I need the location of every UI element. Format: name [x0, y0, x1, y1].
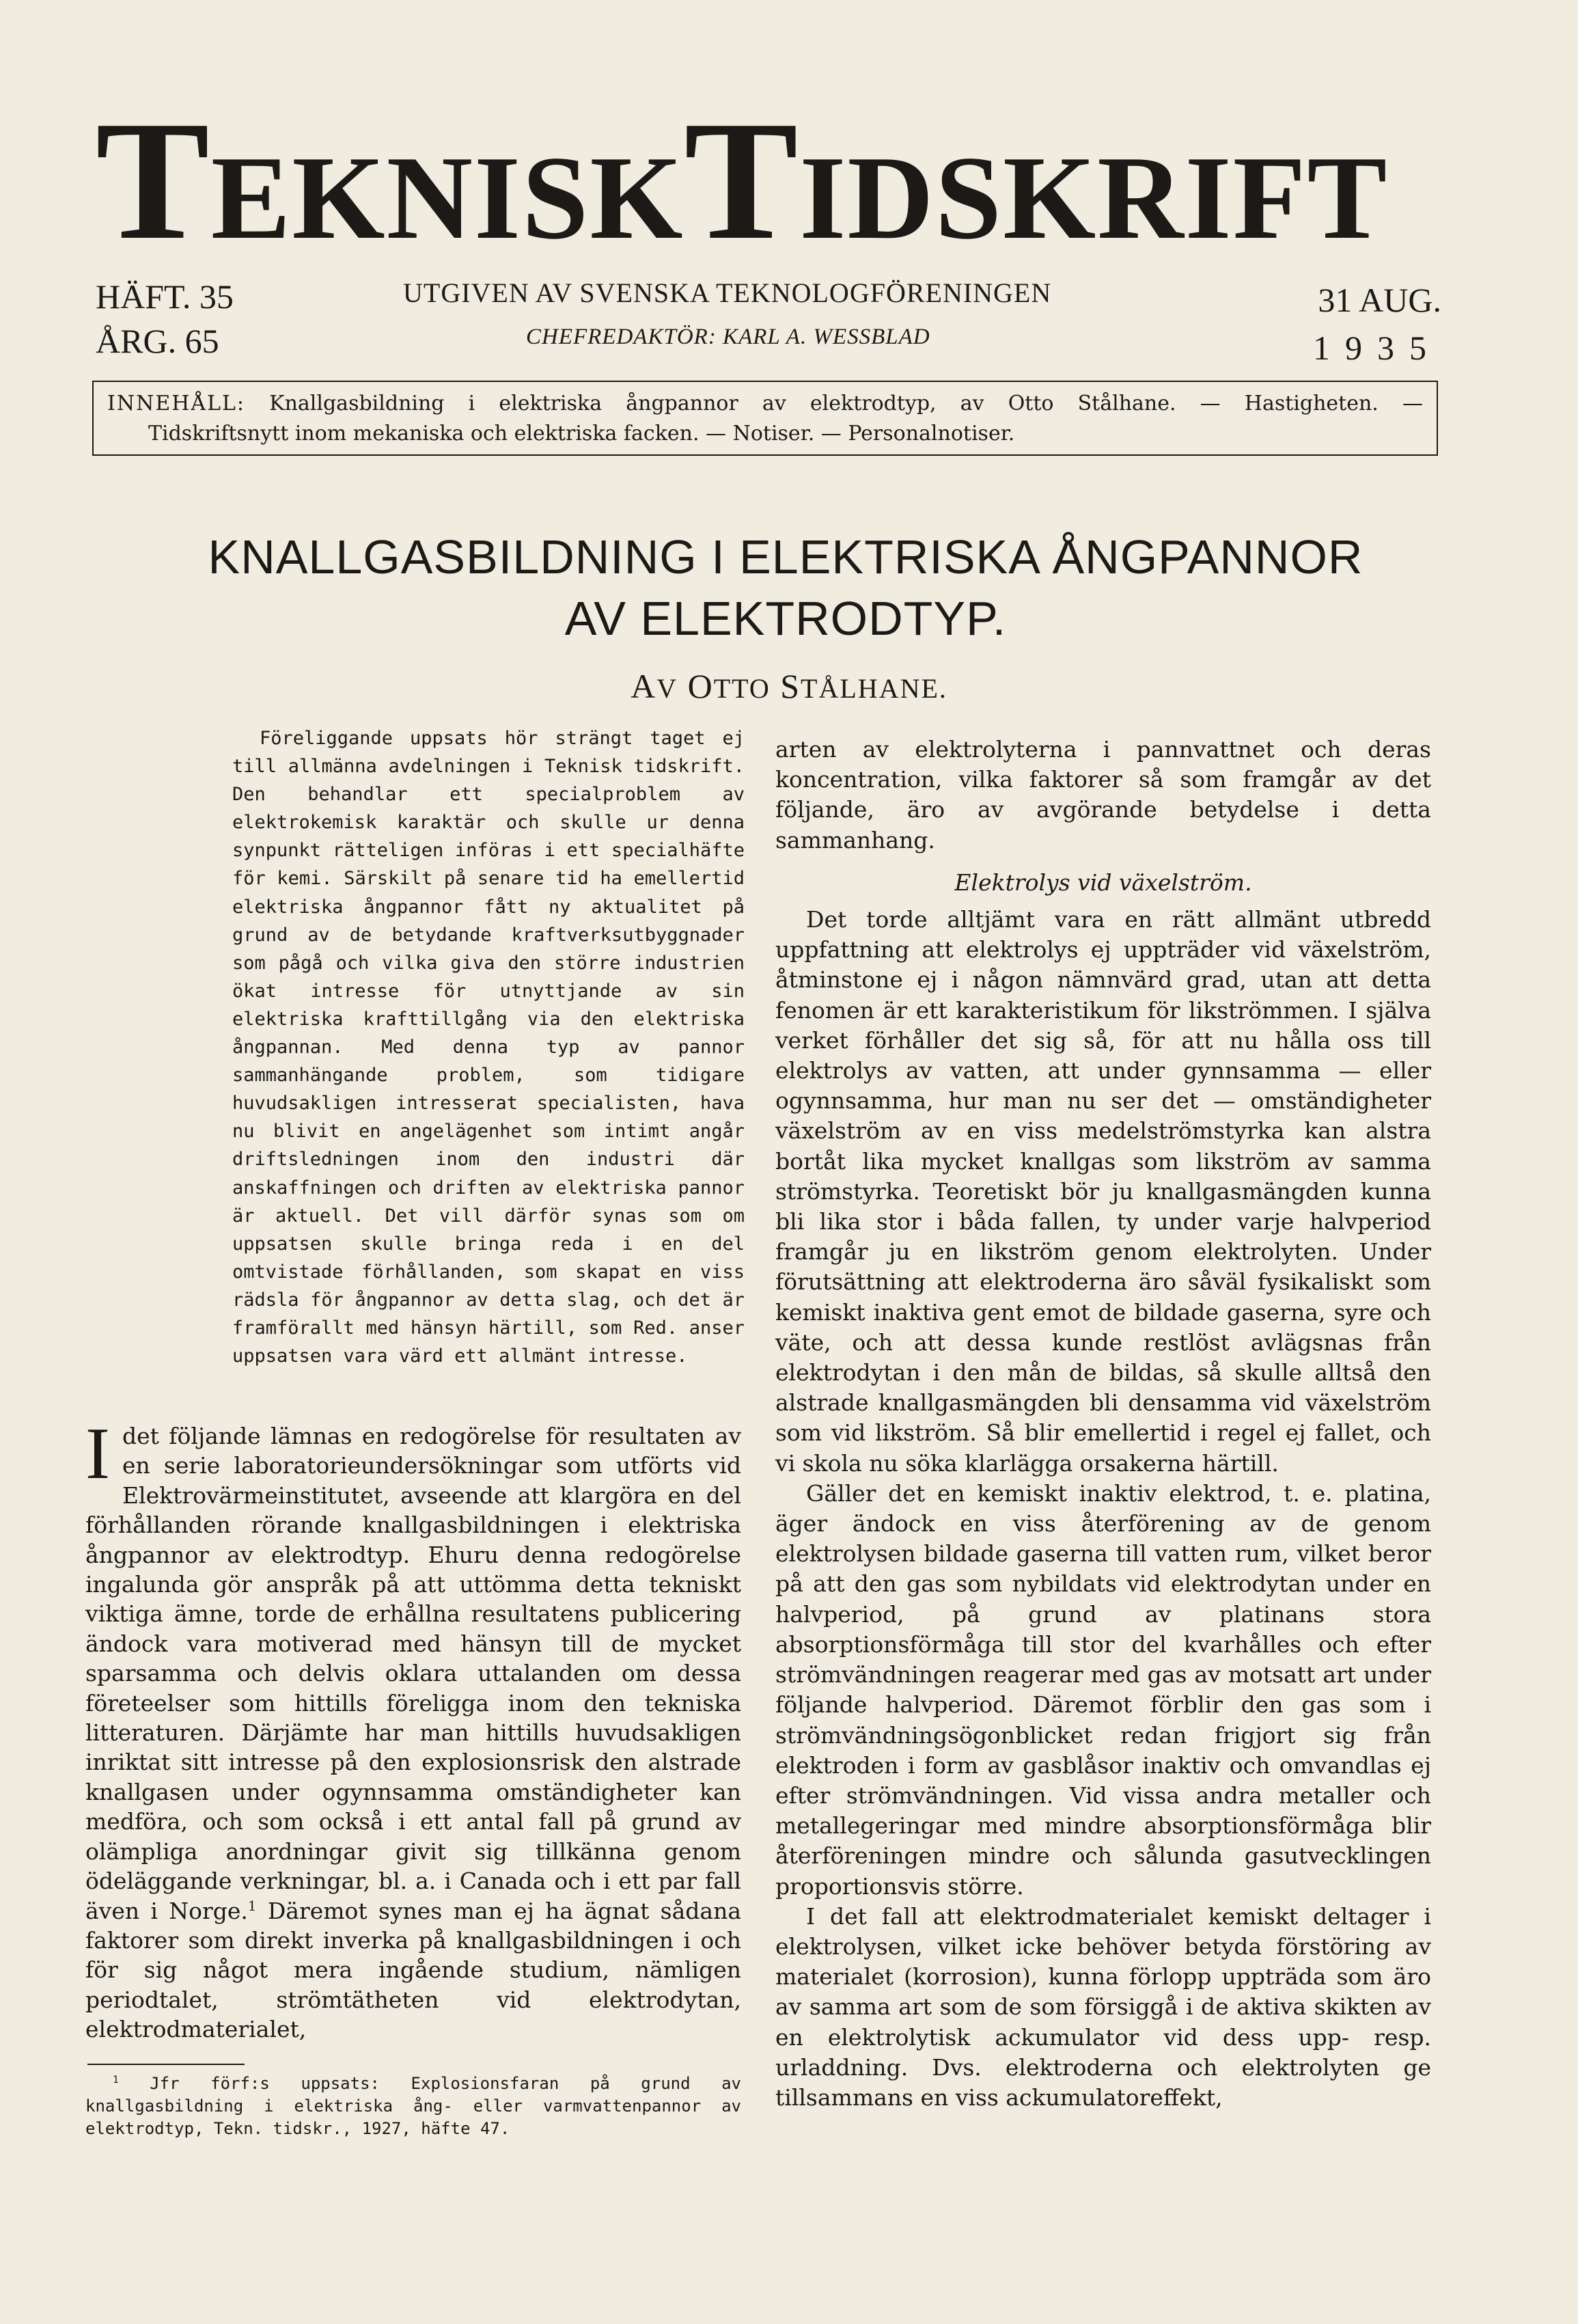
left-column-body: [85, 1413, 741, 2045]
editorial-abstract: [232, 724, 745, 1370]
byline-a: A: [631, 667, 657, 705]
byline-v: V: [656, 673, 678, 704]
article-title-line-2: AV ELEKTRODTYP.: [564, 592, 1007, 645]
masthead-word-teknisk: EKNISK: [210, 131, 684, 264]
drop-cap: I: [85, 1413, 110, 1494]
volume-year: ÅRG. 65: [96, 322, 219, 360]
footnote-divider: [87, 2064, 245, 2065]
footnote-reference: 1: [247, 1898, 257, 1914]
editor-line: CHEFREDAKTÖR: KARL A. WESSBLAD: [526, 325, 930, 349]
masthead-cap-t1: T: [96, 86, 211, 275]
intro-text: det följande lämnas en redogörelse för resultaten av en serie laboratorieundersökningar som utförts vid Elektrovärmeinstitutet, avseende att klargöra en del förhållanden rörande knallgasbildningen i elektriska ångpannor av elektrodtyp. Ehuru denna redogörelse ingalunda gör anspråk på att uttömma detta tekniskt viktiga ämne, torde de erhållna resultatens publicering ändock vara motiverad med hänsyn till de mycket sparsamma och delvis oklara uttalanden om dessa företeelser som hittills föreligga inom den tekniska litteraturen. Därjämte har man hittills huvudsakligen inriktat sitt intresse på den explosionsrisk den alstrade knallgasen under ogynnsamma omständigheter kan medföra, och som också i ett antal fall på grund av olämpliga anordningar givit sig tillkänna genom ödeläggande verkningar, bl. a. i Canada och i ett par fall även i Norge.: [85, 1423, 741, 1924]
publisher-line: UTGIVEN AV SVENSKA TEKNOLOGFÖRENINGEN: [403, 277, 1052, 308]
intro-paragraph: [85, 1413, 741, 2045]
section-heading: Elektrolys vid växelström.: [954, 869, 1252, 896]
contents-line-1: Knallgasbildning i elektriska ångpannor av elektrodtyp, av Otto Stålhane. — Hastigheten. —: [269, 392, 1423, 415]
body-paragraph-1: arten av elektrolyterna i pannvattnet och deras koncentration, vilka faktorer så som framgår av det följande, äro av avgörande betydelse i detta sammanhang.: [775, 736, 1431, 853]
article-title: [89, 526, 1482, 649]
body-paragraph-2: Det torde alltjämt vara en rätt allmänt utbredd uppfattning att elektrolys ej uppträder vid växelström, åtminstone ej i någon nämnvärd grad, utan att detta fenomen är ett karakteristikum för likströmmen. I själva verket förhåller det sig så, för att nu hålla oss till elektrolys av vatten, att under gynnsamma — eller ogynnsamma, hur man nu ser det — omständigheter växelström av en viss medelströmstyrka kan alstra bortåt lika mycket knallgas som likström av samma strömstyrka. Teoretiskt bör ju knallgasmängden kunna bli lika stor i båda fallen, ty under varje halvperiod framgår ju en likström genom elektrolyten. Under förutsättning att elektroderna äro såväl fysikaliskt som kemiskt inaktiva gent emot de bildade gaserna, syre och väte, och att dessa kunde restlöst avlägsnas från elektrodytan i den mån de bildas, så skulle alltså den alstrade knallgasmängden bli densamma vid växelström som vid likström. Så blir emellertid i regel ej fallet, och vi skola nu söka klarlägga orsakerna härtill.: [775, 906, 1431, 1477]
masthead-word-tidskrift: IDSKRIFT: [799, 131, 1389, 264]
byline-s: S: [780, 667, 801, 705]
issue-number: HÄFT. 35: [96, 277, 234, 316]
right-column-body: [775, 735, 1431, 2113]
contents-line-2: Tidskriftsnytt inom mekaniska och elektriska facken. — Notiser. — Personalnotiser.: [148, 422, 1015, 446]
footnote-number: 1: [113, 2075, 119, 2086]
abstract-paragraph: Föreliggande uppsats hör strängt taget ej till allmänna avdelningen i Teknisk tidskrift. Den behandlar ett specialproblem av elektrokemisk karaktär och skulle ur denna synpunkt rätteligen införas i ett specialhäfte för kemi. Särskilt på senare tid ha emellertid elektriska ångpannor fått ny aktualitet på grund av de betydande kraftverksutbyggnader som pågå och vilka giva den större industrien ökat intresse för utnyttjande av sin elektriska krafttillgång via den elektriska ångpannan. Med denna typ av pannor sammanhängande problem, som tidigare huvudsakligen intresserat specialisten, hava nu blivit en angelägenhet som intimt angår driftsledningen inom den industri där anskaffningen och driften av elektriska pannor är aktuell. Det vill därför synas som om uppsatsen skulle bringa reda i en del omtvistade förhållanden, som skapat en viss rädsla för ångpannor av detta slag, och det är framförallt med hänsyn härtill, som Red. anser uppsatsen vara värd ett allmänt intresse.: [232, 728, 745, 1367]
article-title-line-1: KNALLGASBILDNING I ELEKTRISKA ÅNGPANNOR: [208, 530, 1364, 584]
footnote-text: Jfr förf:s uppsats: Explosionsfaran på grund av knallgasbildning i elektriska ång- eller varmvattenpannor av elektrodtyp, Tekn. tidskr., 1927, häfte 47.: [85, 2074, 741, 2138]
contents-box: [92, 381, 1438, 456]
masthead-title: [96, 86, 1448, 283]
contents-label: INNEHÅLL:: [107, 392, 246, 415]
body-paragraph-4: I det fall att elektrodmaterialet kemiskt deltager i elektrolysen, vilket icke behöver betyda förstöring av materialet (korrosion), kunna förlopp uppträda som äro av samma art som de som försiggå i de aktiva skikten av en elektrolytisk ackumulator vid dess upp- resp. urladdning. Dvs. elektroderna och elektrolyten ge tillsammans en viss ackumulatoreffekt,: [775, 1902, 1431, 2111]
issue-year: 1935: [1313, 329, 1441, 367]
masthead-cap-t2: T: [684, 86, 800, 275]
body-paragraph-3: Gäller det en kemiskt inaktiv elektrod, t. e. platina, äger ändock en viss återförening av de genom elektrolysen bildade gaserna till vatten rum, vilket beror på att den gas som nybildats vid elektrodytan under en halvperiod, på grund av platinans stora absorptionsförmåga till stor del kvarhålles och efter strömvändningen reagerar med gas av motsatt art under följande halvperiod. Däremot förblir den gas som i strömvändningsögonblicket redan frigjort sig från elektroden i form av gasblåsor inaktiv och omvandlas ej efter strömvändningen. Vid vissa andra metaller och metallegeringar med mindre absorptionsförmåga blir återföreningen mindre och sålunda gasutvecklingen proportionsvis större.: [775, 1479, 1431, 1900]
byline-talhane: TÅLHANE.: [801, 673, 947, 704]
issue-date: 31 AUG.: [1318, 281, 1441, 319]
footnote: [85, 2073, 741, 2140]
intro-text-cont: Däremot synes man ej ha ägnat sådana faktorer som direkt inverka på knallgasbildningen i och för sig något mera ingående studium, nämligen periodtalet, strömtätheten vid elektrodytan, elektrodmaterialet,: [85, 1897, 741, 2043]
byline-tto: TTO: [713, 673, 771, 704]
article-byline: [0, 666, 1578, 706]
byline-o: O: [687, 667, 714, 705]
